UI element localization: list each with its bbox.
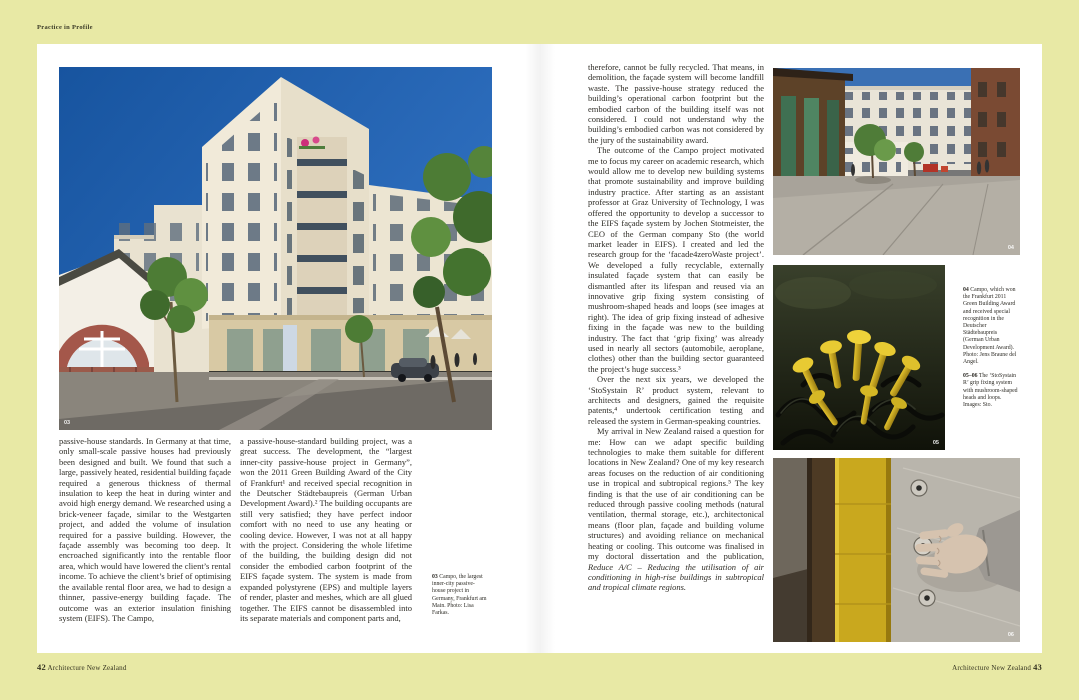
photo-campo-building [59,67,492,430]
page-number-left: 42 [37,662,46,672]
photo04-number: 04 [1007,245,1014,251]
footer-right [952,662,1042,672]
grip-fixing-illustration [773,265,945,450]
page-number-right: 43 [1033,662,1042,672]
paragraph: The outcome of the Campo project motivated me to focus my career on academic research, which would allow me to develop new building systems that promote sustainability and improve building industry practice. After starting as an assistant professor at Graz University of Technology, I was offered the opportunity to develop a successor to the EIFS façade system by Jochen Stotmeister, the CEO of the German company Sto (the world market leader in EIFS). I created and led the research group for the ‘facade4zeroWaste project’. We developed a fully recyclable, externally insulated façade system that can easily be dismantled after its lifespan and reused via an innovative grip fixing system consisting of mushroom-shaped heads and loops (see images at right). The idea of grip fixing instead of adhesive fixing in the façade was new to the building industry. The fact that ‘grip fixing’ was already used in nearly all sectors (automobile, aeroplane, clothes) other than the building sector guaranteed the project’s huge success.³ [588,145,764,374]
footer-left [37,662,127,672]
paragraph: My arrival in New Zealand raised a question for me: How can we adapt specific building technologies to make them suitable for different locations in New Zealand? One of my key research areas focuses on the reduction of air conditioning use in tropical and subtropical regions.⁵ The key finding is that the use of air conditioning can be reduced through passive cooling methods (natural ventilation, thermal storage, etc.), architectonical means (floor plan, façade and building volume structures) and avoiding reliance on mechanical heating or cooling. This outcome was finalised in my doctoral dissertation and the publication, Reduce A/C – Reducing the utilisation of air conditioning in high-rise buildings in subtropical and tropical climate regions. [588,426,764,593]
campo-building-illustration [59,67,492,430]
running-head: Practice in Profile [37,24,93,31]
caption0506-number: 05–06 [963,373,978,380]
caption-05-06 [963,373,1019,409]
caption04-number: 04 [963,287,969,293]
photo03-number: 03 [64,420,71,426]
info-board [283,325,297,371]
caption-04-05-06 [963,287,1019,416]
footer-title-left: Architecture New Zealand [47,664,127,672]
panel-hand-illustration [773,458,1020,642]
yellow-insulation-panel [835,458,891,642]
pavement [773,176,1020,255]
photo-campo-courtyard [773,68,1020,255]
caption03-text: Campo, the largest inner-city passive-house project in Germany, Frankfurt am Main. Photo: Lisa Farkas. [432,574,487,617]
caption-04 [963,287,1019,366]
paragraph: passive-house standards. In Germany at that time, only small-scale passive houses had previously been designed and built. We found that such a large, passively heated, residential building façade required a generous thickness of thermal insulation to keep the heat in during winter and avoid high energy demand. We researched using a brick-veneer façade, similar to the Westgarten project, and added the volume of insulation required for a passive building. However, the façade assembly was becoming too deep. It encroached significantly into the rentable floor area, which would have lowered the client’s rental income. To achieve the client’s brief of optimising the available rental floor area, we had to design a thinner, passive-energy building façade. The outcome was an exterior insulation finishing system (EIFS). The Campo, [59,436,231,623]
left-column-2 [240,436,412,623]
paragraph: therefore, cannot be fully recycled. That means, in demolition, the façade system will become landfill waste. The passive-house strategy reduced the building’s operational carbon footprint but the embodied carbon of the building itself was not considered. I could not understand why the building’s embodied carbon was not considered by the jury of the sustainability award. [588,62,764,145]
publication-title: Reduce A/C – Reducing the utilisation of air conditioning in high-rise buildings in subtropical and tropical climate regions. [588,561,764,593]
photo-panel-hand [773,458,1020,642]
right-column [588,62,764,593]
photo-grip-fixing [773,265,945,450]
paragraph: Over the next six years, we developed the ‘StoSystain R’ product system, relevant to architects and designers, gained the requisite patents,⁴ undertook certification testing and released the system in German-speaking countries. [588,374,764,426]
paragraph: a passive-house-standard building project, was a great success. The development, the “largest inner-city passive-house project in Germany”, won the 2011 Green Building Award of the City of Frankfurt¹ and received special recognition in the Deutscher Städtebaupreis (German Urban Development Award).² The building occupants are still very satisfied; they have perfect indoor comfort with no need to use any heating or cooling device. However, I was not at all happy with the project. Considering the whole lifetime of the building, the building design did not consider the embodied carbon footprint of the EIFS façade system. The system is made from expanded polystyrene (EPS) and multiple layers of render, plaster and meshes, which are all glued together. The EIFS cannot be disassembled into its separate materials and component parts and, [240,436,412,623]
photo05-number: 05 [932,440,939,446]
left-column-1 [59,436,231,623]
photo06-number: 06 [1007,632,1014,638]
timber-beam [807,458,835,642]
caption-03 [432,574,488,624]
footer-title-right: Architecture New Zealand [952,664,1032,672]
caption03-number: 03 [432,574,438,580]
caption04-text: Campo, which won the Frankfurt 2011 Green Building Award and received special recognition in the Deutscher Städtebaupreis (German Urban Development Award). Photo: Jens Braune del Angel. [963,287,1017,366]
courtyard-illustration [773,68,1020,255]
caption0506-text: The ‘StoSystain R’ grip fixing system with mushroom-shaped heads and loops. Images: Sto. [963,373,1018,409]
